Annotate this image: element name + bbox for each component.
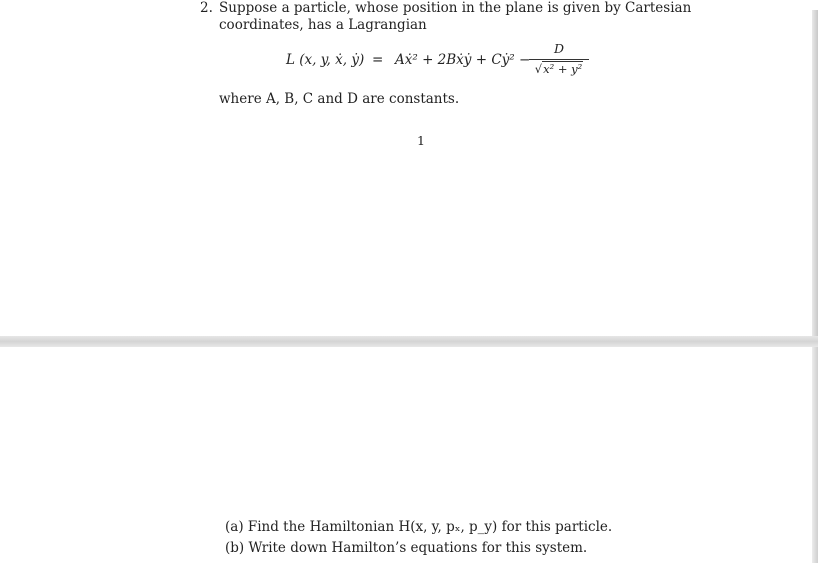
page-edge-shadow (812, 10, 818, 336)
problem-number: 2. (200, 0, 213, 16)
equation-fraction (529, 42, 589, 76)
sqrt-icon: √ (534, 62, 543, 76)
page-separator (0, 336, 818, 347)
fraction-denominator: √x² + y² (534, 62, 583, 76)
constants-note: where A, B, C and D are constants. (219, 91, 460, 107)
fraction-bar (529, 59, 589, 60)
page-edge-shadow-lower (812, 347, 818, 563)
question-part-a: (a) Find the Hamiltonian H(x, y, pₓ, p_y) for this particle. (225, 519, 613, 535)
fraction-numerator: D (553, 41, 565, 56)
equation-lhs: L (x, y, ẋ, ẏ) (286, 52, 365, 68)
problem-text-line-2: coordinates, has a Lagrangian (219, 17, 427, 33)
equation-rhs: Aẋ² + 2Bẋẏ + Cẏ² − (395, 52, 531, 68)
equation-equals: = (372, 52, 384, 68)
page-number: 1 (417, 133, 425, 148)
problem-text-line-1: Suppose a particle, whose position in the plane is given by Cartesian (219, 0, 692, 16)
question-part-b: (b) Write down Hamilton’s equations for this system. (225, 540, 588, 556)
